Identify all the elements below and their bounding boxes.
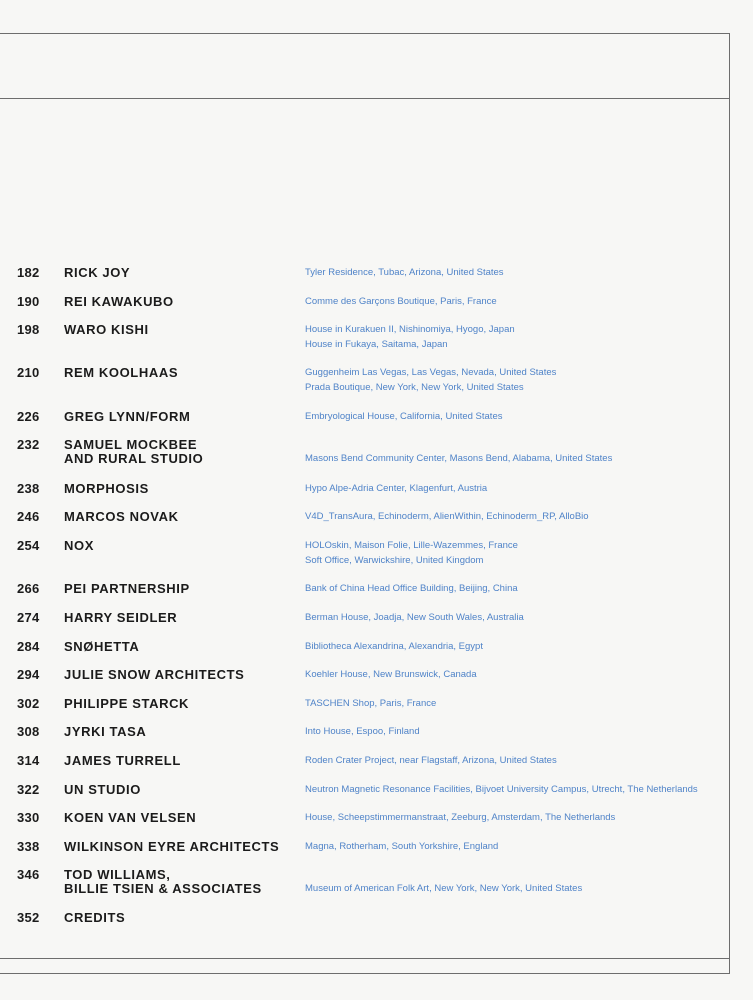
toc-project-line: Into House, Espoo, Finland: [305, 726, 420, 737]
toc-name-line: NOX: [64, 538, 94, 553]
toc-project-line: Berman House, Joadja, New South Wales, Australia: [305, 612, 524, 623]
toc-architect-name: [64, 410, 294, 424]
toc-name-line: REI KAWAKUBO: [64, 294, 174, 309]
toc-page-number: 294: [17, 667, 40, 682]
toc-page-number: 314: [17, 753, 40, 768]
toc-page-number: 210: [17, 365, 40, 380]
toc-architect-name: [64, 911, 294, 925]
toc-name-line: RICK JOY: [64, 265, 131, 280]
toc-name-line: TOD WILLIAMS,: [64, 867, 171, 882]
toc-project-line: TASCHEN Shop, Paris, France: [305, 698, 437, 709]
toc-name-line: SNØHETTA: [64, 639, 140, 654]
toc-page-number: 338: [17, 839, 40, 854]
toc-project-line: Comme des Garçons Boutique, Paris, France: [305, 296, 497, 307]
toc-page-number: 346: [17, 867, 40, 882]
toc-project-list: [305, 839, 725, 854]
toc-project-line: Hypo Alpe-Adria Center, Klagenfurt, Austria: [305, 483, 488, 494]
toc-name-line: HARRY SEIDLER: [64, 610, 178, 625]
toc-project-list: [305, 753, 725, 768]
toc-page-number: 190: [17, 294, 40, 309]
toc-page-number: 330: [17, 810, 40, 825]
toc-page-number: 302: [17, 696, 40, 711]
toc-name-line: PHILIPPE STARCK: [64, 696, 190, 711]
toc-name-line: PEI PARTNERSHIP: [64, 581, 190, 596]
toc-name-line: WARO KISHI: [64, 322, 149, 337]
toc-project-list: [305, 538, 725, 568]
toc-page-number: 266: [17, 581, 40, 596]
header-rule: [0, 98, 730, 99]
toc-page-number: 322: [17, 782, 40, 797]
toc-project-list: [305, 810, 725, 825]
toc-project-line: Roden Crater Project, near Flagstaff, Arizona, United States: [305, 755, 557, 766]
toc-page-number: 232: [17, 437, 40, 452]
toc-architect-name: [64, 539, 294, 553]
toc-project-line: HOLOskin, Maison Folie, Lille-Wazemmes, France: [305, 540, 518, 551]
toc-architect-name: [64, 783, 294, 797]
toc-name-line: AND RURAL STUDIO: [64, 451, 204, 466]
toc-project-list: [305, 724, 725, 739]
toc-project-line: Bibliotheca Alexandrina, Alexandria, Egypt: [305, 641, 483, 652]
toc-project-list: [305, 451, 725, 466]
toc-project-line: Neutron Magnetic Resonance Facilities, Bijvoet University Campus, Utrecht, The Netherlands: [305, 784, 698, 795]
toc-project-line: Embryological House, California, United States: [305, 411, 503, 422]
toc-architect-name: [64, 366, 294, 380]
toc-page-number: 238: [17, 481, 40, 496]
toc-project-line: House in Kurakuen II, Nishinomiya, Hyogo, Japan: [305, 324, 515, 335]
toc-architect-name: [64, 754, 294, 768]
toc-project-list: [305, 610, 725, 625]
toc-name-line: UN STUDIO: [64, 782, 141, 797]
toc-name-line: BILLIE TSIEN & ASSOCIATES: [64, 881, 262, 896]
toc-project-line: Soft Office, Warwickshire, United Kingdom: [305, 555, 484, 566]
toc-project-line: Museum of American Folk Art, New York, New York, United States: [305, 883, 583, 894]
toc-project-list: [305, 696, 725, 711]
footer-rule-lower: [0, 973, 730, 974]
toc-name-line: MORPHOSIS: [64, 481, 149, 496]
toc-project-line: Bank of China Head Office Building, Beijing, China: [305, 583, 518, 594]
toc-architect-name: [64, 295, 294, 309]
toc-page-number: 274: [17, 610, 40, 625]
toc-page-number: 198: [17, 322, 40, 337]
toc-architect-name: [64, 725, 294, 739]
toc-project-list: [305, 782, 725, 797]
toc-project-list: [305, 881, 725, 896]
toc-architect-name: [64, 582, 294, 596]
toc-name-line: CREDITS: [64, 910, 126, 925]
toc-project-line: House, Scheepstimmermanstraat, Zeeburg, Amsterdam, The Netherlands: [305, 812, 616, 823]
toc-page-number: 246: [17, 509, 40, 524]
toc-project-line: Masons Bend Community Center, Masons Bend, Alabama, United States: [305, 453, 613, 464]
toc-architect-name: [64, 697, 294, 711]
toc-project-list: [305, 481, 725, 496]
toc-project-list: [305, 294, 725, 309]
toc-architect-name: [64, 510, 294, 524]
footer-rule-upper: [0, 958, 730, 959]
toc-architect-name: [64, 668, 294, 682]
toc-project-line: Guggenheim Las Vegas, Las Vegas, Nevada, United States: [305, 367, 557, 378]
toc-name-line: WILKINSON EYRE ARCHITECTS: [64, 839, 280, 854]
toc-name-line: SAMUEL MOCKBEE: [64, 437, 198, 452]
toc-project-list: [305, 265, 725, 280]
toc-name-line: GREG LYNN/FORM: [64, 409, 191, 424]
top-rule: [0, 33, 730, 34]
toc-name-line: JYRKI TASA: [64, 724, 147, 739]
toc-project-list: [305, 509, 725, 524]
toc-page-number: 308: [17, 724, 40, 739]
toc-page-number: 284: [17, 639, 40, 654]
toc-name-line: MARCOS NOVAK: [64, 509, 179, 524]
right-frame-rule: [729, 33, 730, 974]
toc-architect-name: [64, 482, 294, 496]
toc-project-list: [305, 322, 725, 352]
toc-project-line: Magna, Rotherham, South Yorkshire, England: [305, 841, 499, 852]
toc-project-line: Koehler House, New Brunswick, Canada: [305, 669, 477, 680]
toc-page-number: 226: [17, 409, 40, 424]
toc-name-line: KOEN VAN VELSEN: [64, 810, 197, 825]
toc-page-number: 182: [17, 265, 40, 280]
toc-architect-name: [64, 640, 294, 654]
toc-name-line: JULIE SNOW ARCHITECTS: [64, 667, 245, 682]
toc-project-list: [305, 639, 725, 654]
toc-architect-name: [64, 323, 294, 337]
toc-architect-name: [64, 266, 294, 280]
toc-architect-name: [64, 868, 294, 896]
toc-project-list: [305, 365, 725, 395]
toc-project-line: Tyler Residence, Tubac, Arizona, United States: [305, 267, 504, 278]
toc-project-line: Prada Boutique, New York, New York, United States: [305, 382, 524, 393]
toc-page-number: 352: [17, 910, 40, 925]
toc-architect-name: [64, 811, 294, 825]
toc-project-list: [305, 409, 725, 424]
toc-name-line: REM KOOLHAAS: [64, 365, 179, 380]
toc-architect-name: [64, 438, 294, 466]
toc-project-list: [305, 667, 725, 682]
toc-name-line: JAMES TURRELL: [64, 753, 181, 768]
toc-architect-name: [64, 840, 294, 854]
toc-architect-name: [64, 611, 294, 625]
toc-project-list: [305, 581, 725, 596]
toc-page-number: 254: [17, 538, 40, 553]
toc-project-line: House in Fukaya, Saitama, Japan: [305, 339, 448, 350]
toc-project-line: V4D_TransAura, Echinoderm, AlienWithin, Echinoderm_RP, AlloBio: [305, 511, 589, 522]
